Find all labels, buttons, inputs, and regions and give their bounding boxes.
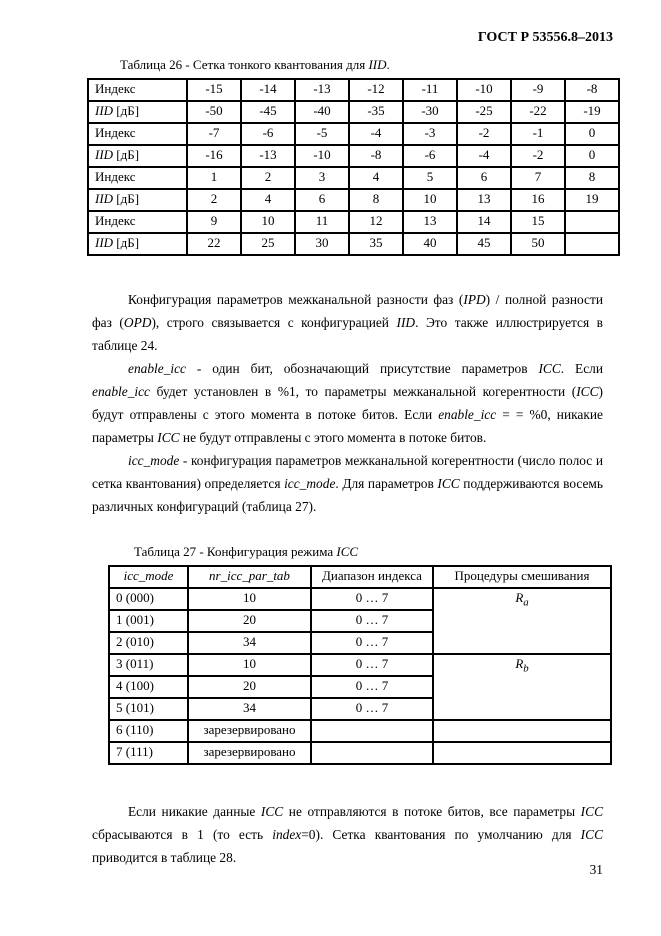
row-label: Индекс <box>88 167 187 189</box>
table-cell: -15 <box>187 79 241 101</box>
table-cell: -10 <box>457 79 511 101</box>
table-cell: -45 <box>241 101 295 123</box>
column-header <box>311 566 433 588</box>
table26-caption <box>120 57 390 73</box>
table-cell: 4 <box>241 189 295 211</box>
table-cell: -2 <box>511 145 565 167</box>
table-header-row <box>109 566 611 588</box>
row-label <box>88 145 187 167</box>
header-text: nr_icc_par_tab <box>209 568 290 583</box>
table-cell: 7 (111) <box>109 742 188 764</box>
text-run: - конфигурация параметров межканальной когерентности (число полос и сетка квантования) определяется <box>92 453 603 491</box>
table-cell: -4 <box>349 123 403 145</box>
table-cell: 1 <box>187 167 241 189</box>
table-cell: 22 <box>187 233 241 255</box>
table-cell: 14 <box>457 211 511 233</box>
table-cell: 0 (000) <box>109 588 188 610</box>
table-cell: зарезервировано <box>188 742 311 764</box>
table-cell: -2 <box>457 123 511 145</box>
table-cell: 2 <box>187 189 241 211</box>
table-cell: 13 <box>457 189 511 211</box>
table-cell: 30 <box>295 233 349 255</box>
table-row <box>109 742 611 764</box>
italic-term: ICC <box>437 476 460 491</box>
table-cell: 5 (101) <box>109 698 188 720</box>
table-cell: -1 <box>511 123 565 145</box>
text-run: . Для параметров <box>335 476 438 491</box>
table-cell: 45 <box>457 233 511 255</box>
table-cell: 8 <box>565 167 619 189</box>
table-row <box>88 211 619 233</box>
table-cell: 6 (110) <box>109 720 188 742</box>
table-cell: -4 <box>457 145 511 167</box>
iid-label: IID <box>95 191 114 206</box>
table-cell <box>311 742 433 764</box>
table-cell: 34 <box>188 698 311 720</box>
italic-term: ICC <box>580 804 603 819</box>
table-cell: -25 <box>457 101 511 123</box>
header-text: Диапазон индекса <box>322 568 422 583</box>
text-run: =0). Сетка квантования по умолчанию для <box>301 827 581 842</box>
mixing-label: R <box>515 590 524 605</box>
table-cell: 15 <box>511 211 565 233</box>
table-cell: -10 <box>295 145 349 167</box>
table-row <box>88 123 619 145</box>
document-header: ГОСТ Р 53556.8–2013 <box>477 30 613 45</box>
table-row <box>88 167 619 189</box>
table-cell: 0 … 7 <box>311 698 433 720</box>
table-cell: 0 … 7 <box>311 676 433 698</box>
table-cell: 4 (100) <box>109 676 188 698</box>
table-cell: 40 <box>403 233 457 255</box>
caption-text: Таблица 27 - Конфигурация режима <box>134 544 337 559</box>
table-cell: 6 <box>457 167 511 189</box>
table27 <box>108 565 612 765</box>
table26 <box>87 78 620 256</box>
text-run: Конфигурация параметров межканальной разности фаз ( <box>128 292 464 307</box>
italic-term: ICC <box>157 430 180 445</box>
italic-term: icc_mode <box>284 476 336 491</box>
table-cell: 16 <box>511 189 565 211</box>
text-run: будет установлен в %1, то параметры межканальной когерентности ( <box>150 384 577 399</box>
table-cell: -13 <box>295 79 349 101</box>
table-cell <box>565 211 619 233</box>
table-cell: 8 <box>349 189 403 211</box>
table-cell: 10 <box>403 189 457 211</box>
italic-term: ICC <box>576 384 599 399</box>
table-cell: 3 (011) <box>109 654 188 676</box>
mixing-label: R <box>515 656 524 671</box>
table-row <box>88 79 619 101</box>
caption-italic: IID <box>368 57 387 72</box>
text-run: - один бит, обозначающий присутствие параметров <box>186 361 539 376</box>
table-cell: 0 <box>565 123 619 145</box>
column-header <box>433 566 611 588</box>
table-cell: 4 <box>349 167 403 189</box>
table-cell <box>433 742 611 764</box>
iid-label: IID <box>95 147 114 162</box>
table-cell: 34 <box>188 632 311 654</box>
table-cell: 25 <box>241 233 295 255</box>
table-row <box>109 654 611 676</box>
table-row <box>88 145 619 167</box>
unit-label: [дБ] <box>113 147 140 162</box>
table-cell: 0 … 7 <box>311 632 433 654</box>
row-label <box>88 101 187 123</box>
table-cell: 2 <box>241 167 295 189</box>
table-cell: -11 <box>403 79 457 101</box>
header-text: Процедуры смешивания <box>454 568 590 583</box>
mixing-procedure-cell <box>433 588 611 654</box>
table-cell: -13 <box>241 145 295 167</box>
table-cell: 6 <box>295 189 349 211</box>
unit-label: [дБ] <box>113 103 140 118</box>
table-row <box>88 101 619 123</box>
unit-label: [дБ] <box>113 235 140 250</box>
text-run: ), строго связывается с конфигурацией <box>151 315 397 330</box>
table-cell: -30 <box>403 101 457 123</box>
table-cell: -9 <box>511 79 565 101</box>
table-cell <box>565 233 619 255</box>
row-label <box>88 233 187 255</box>
mixing-procedure-cell <box>433 654 611 720</box>
table-cell: -40 <box>295 101 349 123</box>
table-cell <box>311 720 433 742</box>
table-cell: 13 <box>403 211 457 233</box>
italic-term: OPD <box>123 315 152 330</box>
table-cell: 10 <box>241 211 295 233</box>
italic-term: IPD <box>463 292 486 307</box>
row-label: Индекс <box>88 211 187 233</box>
italic-term: IID <box>396 315 416 330</box>
table27-caption <box>134 544 358 560</box>
table-cell: -50 <box>187 101 241 123</box>
table-cell: -12 <box>349 79 403 101</box>
table-cell: -8 <box>565 79 619 101</box>
text-run: . Если <box>560 361 603 376</box>
table-row <box>88 233 619 255</box>
italic-term: ICC <box>580 827 603 842</box>
italic-term: ICC <box>260 804 284 819</box>
italic-term: index <box>272 827 302 842</box>
iid-label: IID <box>95 235 114 250</box>
table-cell: -19 <box>565 101 619 123</box>
italic-term: icc_mode <box>128 453 180 468</box>
row-label <box>88 189 187 211</box>
table-cell: -35 <box>349 101 403 123</box>
table-cell: 2 (010) <box>109 632 188 654</box>
table-cell: 19 <box>565 189 619 211</box>
paragraph-icc-mode <box>92 449 603 518</box>
text-run: поддерживаются восемь различных конфигураций (таблица 27). <box>92 476 603 514</box>
mixing-subscript: b <box>523 662 529 675</box>
table-cell: 20 <box>188 610 311 632</box>
text-run: . Это также иллюстрируется в таблице 24. <box>92 315 604 353</box>
table-row <box>88 189 619 211</box>
paragraph-icc-default <box>92 800 603 869</box>
row-label: Индекс <box>88 123 187 145</box>
table-cell: 9 <box>187 211 241 233</box>
row-label: Индекс <box>88 79 187 101</box>
table-row <box>109 588 611 610</box>
table-cell: 20 <box>188 676 311 698</box>
table-cell: 11 <box>295 211 349 233</box>
table-cell: -14 <box>241 79 295 101</box>
table-cell: 5 <box>403 167 457 189</box>
table-cell: -3 <box>403 123 457 145</box>
italic-term: enable_icc <box>438 407 497 422</box>
column-header <box>109 566 188 588</box>
caption-italic: ICC <box>336 544 359 559</box>
header-text: icc_mode <box>123 568 174 583</box>
table-cell: 3 <box>295 167 349 189</box>
table-cell: 12 <box>349 211 403 233</box>
caption-text: Таблица 26 - Сетка тонкого квантования для <box>120 57 369 72</box>
table-cell: 35 <box>349 233 403 255</box>
mixing-subscript: a <box>523 596 529 609</box>
table-cell: 0 … 7 <box>311 588 433 610</box>
text-run: = = %0, никакие параметры <box>92 407 603 445</box>
italic-term: ICC <box>538 361 561 376</box>
text-run: не отправляются в потоке битов, все параметры <box>283 804 581 819</box>
table-cell: -5 <box>295 123 349 145</box>
unit-label: [дБ] <box>113 191 140 206</box>
table-cell: -22 <box>511 101 565 123</box>
table-cell: 0 … 7 <box>311 654 433 676</box>
table-row <box>109 720 611 742</box>
text-run: приводится в таблице 28. <box>92 850 237 865</box>
table-cell: 0 <box>565 145 619 167</box>
table-cell: 10 <box>188 588 311 610</box>
table-cell: 0 … 7 <box>311 610 433 632</box>
paragraph-ipd <box>92 288 603 357</box>
table-cell: 50 <box>511 233 565 255</box>
page-number: 31 <box>589 862 603 877</box>
table-cell <box>433 720 611 742</box>
table-cell: -6 <box>241 123 295 145</box>
paragraph-enable-icc <box>92 357 603 449</box>
table-cell: 7 <box>511 167 565 189</box>
caption-end: . <box>386 57 390 72</box>
table-cell: 1 (001) <box>109 610 188 632</box>
text-run: сбрасываются в 1 (то есть <box>92 827 273 842</box>
table-cell: -16 <box>187 145 241 167</box>
table-cell: зарезервировано <box>188 720 311 742</box>
column-header <box>188 566 311 588</box>
italic-term: enable_icc <box>92 384 150 399</box>
table-cell: -7 <box>187 123 241 145</box>
italic-term: enable_icc <box>128 361 186 376</box>
text-run: ) будут отправлены с этого момента в потоке битов. Если <box>92 384 603 422</box>
iid-label: IID <box>95 103 114 118</box>
table-cell: 10 <box>188 654 311 676</box>
table-cell: -8 <box>349 145 403 167</box>
table-cell: -6 <box>403 145 457 167</box>
text-run: не будут отправлены с этого момента в потоке битов. <box>179 430 487 445</box>
text-run: Если никакие данные <box>128 804 261 819</box>
text-run: ) / полной разности фаз ( <box>92 292 603 330</box>
